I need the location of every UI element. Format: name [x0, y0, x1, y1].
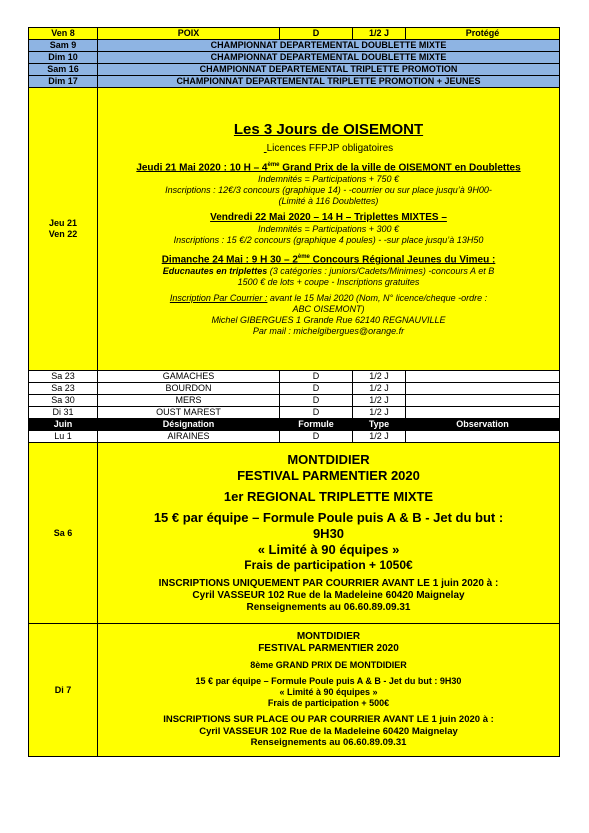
date-cell: Sam 9 — [29, 40, 98, 52]
type-cell: 1/2 J — [353, 28, 406, 40]
day1-line: Inscriptions : 12€/3 concours (graphique 14) - -courrier ou sur place jusqu’à 9H00- — [165, 185, 492, 195]
day3-line: 1500 € de lots + coupe - Inscriptions gratuites — [237, 277, 420, 288]
type-cell: 1/2 J — [353, 383, 406, 395]
observation-cell — [406, 383, 560, 395]
oisemont-row — [29, 88, 560, 371]
table-row — [29, 40, 560, 52]
observation-header: Observation — [406, 419, 560, 431]
table-row — [29, 383, 560, 395]
observation-cell — [406, 395, 560, 407]
event-line: 9H30 — [312, 526, 345, 541]
date-cell: Ven 8 — [29, 28, 98, 40]
event-line: INSCRIPTIONS SUR PLACE OU PAR COURRIER AVANT LE 1 juin 2020 à : — [163, 714, 494, 726]
inscription-line: Michel GIBERGUES 1 Grande Rue 62140 REGNAUVILLE — [211, 315, 446, 326]
event-line: FESTIVAL PARMENTIER 2020 — [237, 468, 420, 483]
event-line: 8ème GRAND PRIX DE MONTDIDIER — [250, 660, 407, 671]
date-cell: Sa 23 — [29, 371, 98, 383]
date-line: Jeu 21 — [48, 218, 78, 228]
montdidier-grandprix-info — [98, 624, 560, 757]
event-line: MONTDIDIER — [296, 631, 361, 643]
montdidier-regional-info — [98, 443, 560, 624]
table-row — [29, 395, 560, 407]
event-line: Frais de participation + 1050€ — [244, 558, 413, 572]
date-cell: Di 31 — [29, 407, 98, 419]
event-line: INSCRIPTIONS UNIQUEMENT PAR COURRIER AVANT LE 1 juin 2020 à : — [158, 578, 499, 589]
location-cell: GAMACHES — [98, 371, 280, 383]
type-cell: 1/2 J — [353, 407, 406, 419]
event-cell: CHAMPIONNAT DEPARTEMENTAL TRIPLETTE PROMOTION — [98, 64, 560, 76]
event-line: Frais de participation + 500€ — [267, 698, 390, 709]
formula-cell: D — [280, 431, 353, 443]
day2-line: Inscriptions : 15 €/2 concours (graphique 4 poules) - -sur place jusqu’à 13H50 — [173, 235, 484, 245]
type-cell: 1/2 J — [353, 431, 406, 443]
formula-cell: D — [280, 407, 353, 419]
event-cell: CHAMPIONNAT DEPARTEMENTAL DOUBLETTE MIXTE — [98, 40, 560, 52]
day2-line: Indemnités = Participations + 300 € — [257, 224, 400, 234]
date-cell: Sa 6 — [29, 443, 98, 624]
date-header: Juin — [29, 419, 98, 431]
table-row — [29, 407, 560, 419]
event-line: 15 € par équipe – Formule Poule puis A & B - Jet du but : 9H30 — [195, 676, 462, 687]
day1-line: Indemnités = Participations + 750 € — [257, 174, 400, 184]
date-cell: Lu 1 — [29, 431, 98, 443]
table-row — [29, 76, 560, 88]
observation-cell: Protégé — [406, 28, 560, 40]
formula-cell: D — [280, 371, 353, 383]
day1-heading: Jeudi 21 Mai 2020 : 10 H – 4ème Grand Prix de la ville de OISEMONT en Doublettes — [136, 161, 521, 173]
event-line: FESTIVAL PARMENTIER 2020 — [258, 643, 399, 655]
inscription-line: ABC OISEMONT) — [292, 304, 365, 315]
formula-cell: D — [280, 395, 353, 407]
table-row — [29, 28, 560, 40]
formula-cell: D — [280, 383, 353, 395]
table-row — [29, 371, 560, 383]
date-cell: Dim 10 — [29, 52, 98, 64]
schedule-table — [28, 27, 560, 757]
location-cell: BOURDON — [98, 383, 280, 395]
table-row — [29, 431, 560, 443]
oisemont-info — [98, 88, 560, 371]
location-cell: MERS — [98, 395, 280, 407]
date-cell: Dim 17 — [29, 76, 98, 88]
day1-line: (Limité à 116 Doublettes) — [278, 196, 379, 206]
day2-heading: Vendredi 22 Mai 2020 – 14 H – Triplettes MIXTES – — [210, 212, 447, 223]
event-line: Cyril VASSEUR 102 Rue de la Madeleine 60420 Maignelay — [192, 590, 465, 601]
event-line: 1er REGIONAL TRIPLETTE MIXTE — [223, 489, 434, 504]
observation-cell — [406, 407, 560, 419]
date-cell: Sa 30 — [29, 395, 98, 407]
event-line: « Limité à 90 équipes » — [279, 687, 378, 698]
inscription-line: Par mail : michelgibergues@orange.fr — [252, 326, 405, 337]
day3-heading: Dimanche 24 Mai : 9 H 30 – 2ème Concours Régional Jeunes du Vimeu : — [161, 254, 496, 266]
inscription-line: Inscription Par Courrier : avant le 15 Mai 2020 (Nom, N° licence/cheque -ordre : — [169, 293, 488, 304]
table-row — [29, 52, 560, 64]
event-line: « Limité à 90 équipes » — [257, 542, 400, 557]
date-cell: Sam 16 — [29, 64, 98, 76]
month-header-row — [29, 419, 560, 431]
day3-line: Educnautes en triplettes (3 catégories : juniors/Cadets/Minimes) -concours A et B — [162, 266, 495, 277]
event-cell: CHAMPIONNAT DEPARTEMENTAL TRIPLETTE PROMOTION + JEUNES — [98, 76, 560, 88]
montdidier-regional-row — [29, 443, 560, 624]
designation-header: Désignation — [98, 419, 280, 431]
observation-cell — [406, 431, 560, 443]
date-cell — [29, 88, 98, 371]
observation-cell — [406, 371, 560, 383]
formula-header: Formule — [280, 419, 353, 431]
licence-note: Licences FFPJP obligatoires — [266, 142, 394, 154]
event-title: Les 3 Jours de OISEMONT — [233, 120, 424, 138]
type-header: Type — [353, 419, 406, 431]
event-line: 15 € par équipe – Formule Poule puis A & B - Jet du but : — [153, 510, 504, 525]
location-cell: OUST MAREST — [98, 407, 280, 419]
table-row — [29, 64, 560, 76]
date-line: Ven 22 — [48, 229, 78, 239]
event-line: Renseignements au 06.60.89.09.31 — [250, 737, 407, 749]
event-cell: CHAMPIONNAT DEPARTEMENTAL DOUBLETTE MIXTE — [98, 52, 560, 64]
date-cell: Di 7 — [29, 624, 98, 757]
event-line: Renseignements au 06.60.89.09.31 — [246, 602, 411, 613]
date-cell: Sa 23 — [29, 383, 98, 395]
location-cell: AIRAINES — [98, 431, 280, 443]
type-cell: 1/2 J — [353, 395, 406, 407]
montdidier-grandprix-row — [29, 624, 560, 757]
location-cell: POIX — [98, 28, 280, 40]
type-cell: 1/2 J — [353, 371, 406, 383]
formula-cell: D — [280, 28, 353, 40]
event-line: Cyril VASSEUR 102 Rue de la Madeleine 60420 Maignelay — [199, 725, 458, 737]
event-line: MONTDIDIER — [287, 452, 370, 467]
